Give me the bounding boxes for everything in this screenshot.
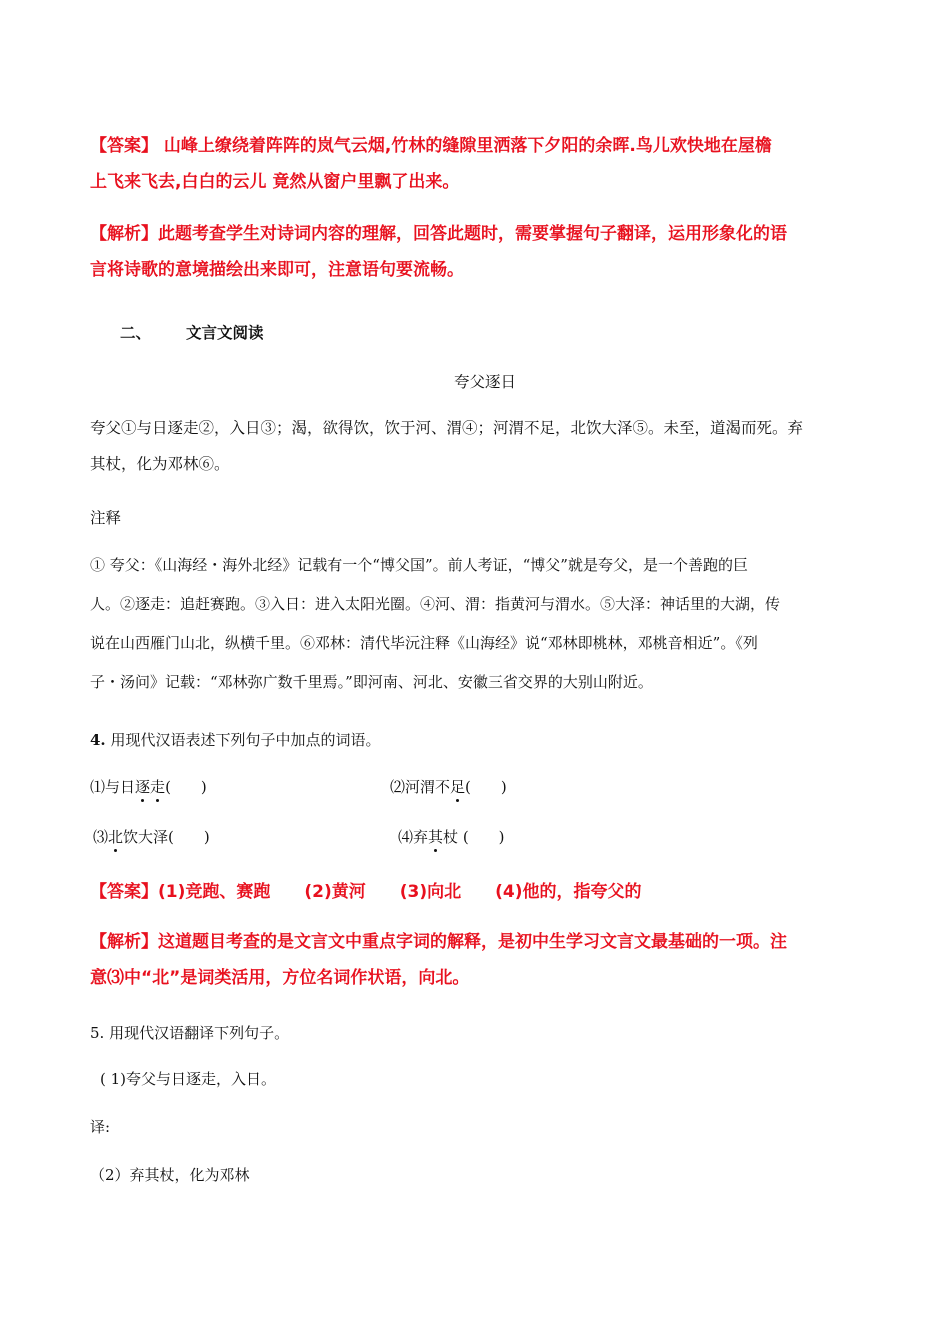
question-5-sentence-2: （2）弃其杖，化为邓林 [90,1166,250,1184]
dotted-char: 北 [108,828,124,846]
answer-line: 上飞来飞去,白白的云儿 竟然从窗户里飘了出来。 [90,172,460,192]
question-5-prompt: 5. 用现代汉语翻译下列句子。 [90,1024,290,1042]
analysis-line: 言将诗歌的意境描绘出来即可，注意语句要流畅。 [90,260,464,280]
question-number: 4. [90,731,106,749]
analysis-block-1 [90,216,880,288]
analysis-tag: 【解析】 [90,224,158,244]
section-number: 二、 [120,323,152,342]
analysis-block-2: 【解析】这道题目考查的是文言文中重点字词的解释，是初中生学习文言文最基础的一项。注 意⑶中“北”是词类活用，方位名词作状语，向北。 [90,932,787,988]
passage-text: 夸父①与日逐走②，入日③；渴，欲得饮，饮于河、渭④；河渭不足，北饮大泽⑤。未至，道渴而死。弃 其杖，化为邓林⑥。 [90,419,804,473]
dotted-char: 其 [428,828,444,846]
notes-text: ① 夸父：《山海经・海外北经》记载有一个“博父国”。前人考证，“博父”就是夸父，是一个善跑的巨 人。②逐走：追赶赛跑。③入日：进入太阳光圈。④河、渭：指黄河与渭水。⑤大泽：神话里的大湖，传 说在山西雁门山北，纵横千里。⑥邓林：清代毕沅注释《山海经》说“邓林即桃林，邓桃音相近”。《列 子・汤问》记载：“邓林弥广数千里焉。”即河南、河北、安徽三省交界的大别山附近。 [90,556,781,691]
answer-line: 【答案】 山峰上缭绕着阵阵的岚气云烟,竹林的缝隙里洒落下夕阳的余晖.鸟儿欢快地在屋檐 [90,136,772,156]
dotted-char: 走 [150,778,166,796]
question-4 [90,729,380,750]
answer-tag: 【答案】 [90,136,158,156]
q4-item-1: ⑴与日逐走( ) [90,778,207,796]
analysis-line: 【解析】此题考查学生对诗词内容的理解，回答此题时，需要掌握句子翻译，运用形象化的语 [90,224,787,244]
q4-item-2: ⑵河渭不足( ) [390,778,507,796]
question-5-sentence-1: ( 1)夸父与日逐走，入日。 [100,1070,277,1088]
q4-item-4: ⑷弃其杖 ( ) [398,828,505,846]
notes-heading: 注释 [90,509,122,527]
answer-tag: 【答案】 [90,882,158,902]
answer-block-1 [90,128,880,200]
translate-label: 译: [90,1118,111,1136]
analysis-tag: 【解析】 [90,932,158,952]
question-prompt: 用现代汉语表述下列句子中加点的词语。 [110,731,381,749]
section-title: 文言文阅读 [186,323,264,342]
answer-block-2: 【答案】(1)竞跑、赛跑 (2)黄河 (3)向北 (4)他的，指夸父的 [90,882,642,902]
passage-title: 夸父逐日 [453,373,516,391]
dotted-char: 足 [450,778,466,796]
q4-item-3: ⑶北饮大泽( ) [93,828,210,846]
dotted-char: 逐 [135,778,151,796]
